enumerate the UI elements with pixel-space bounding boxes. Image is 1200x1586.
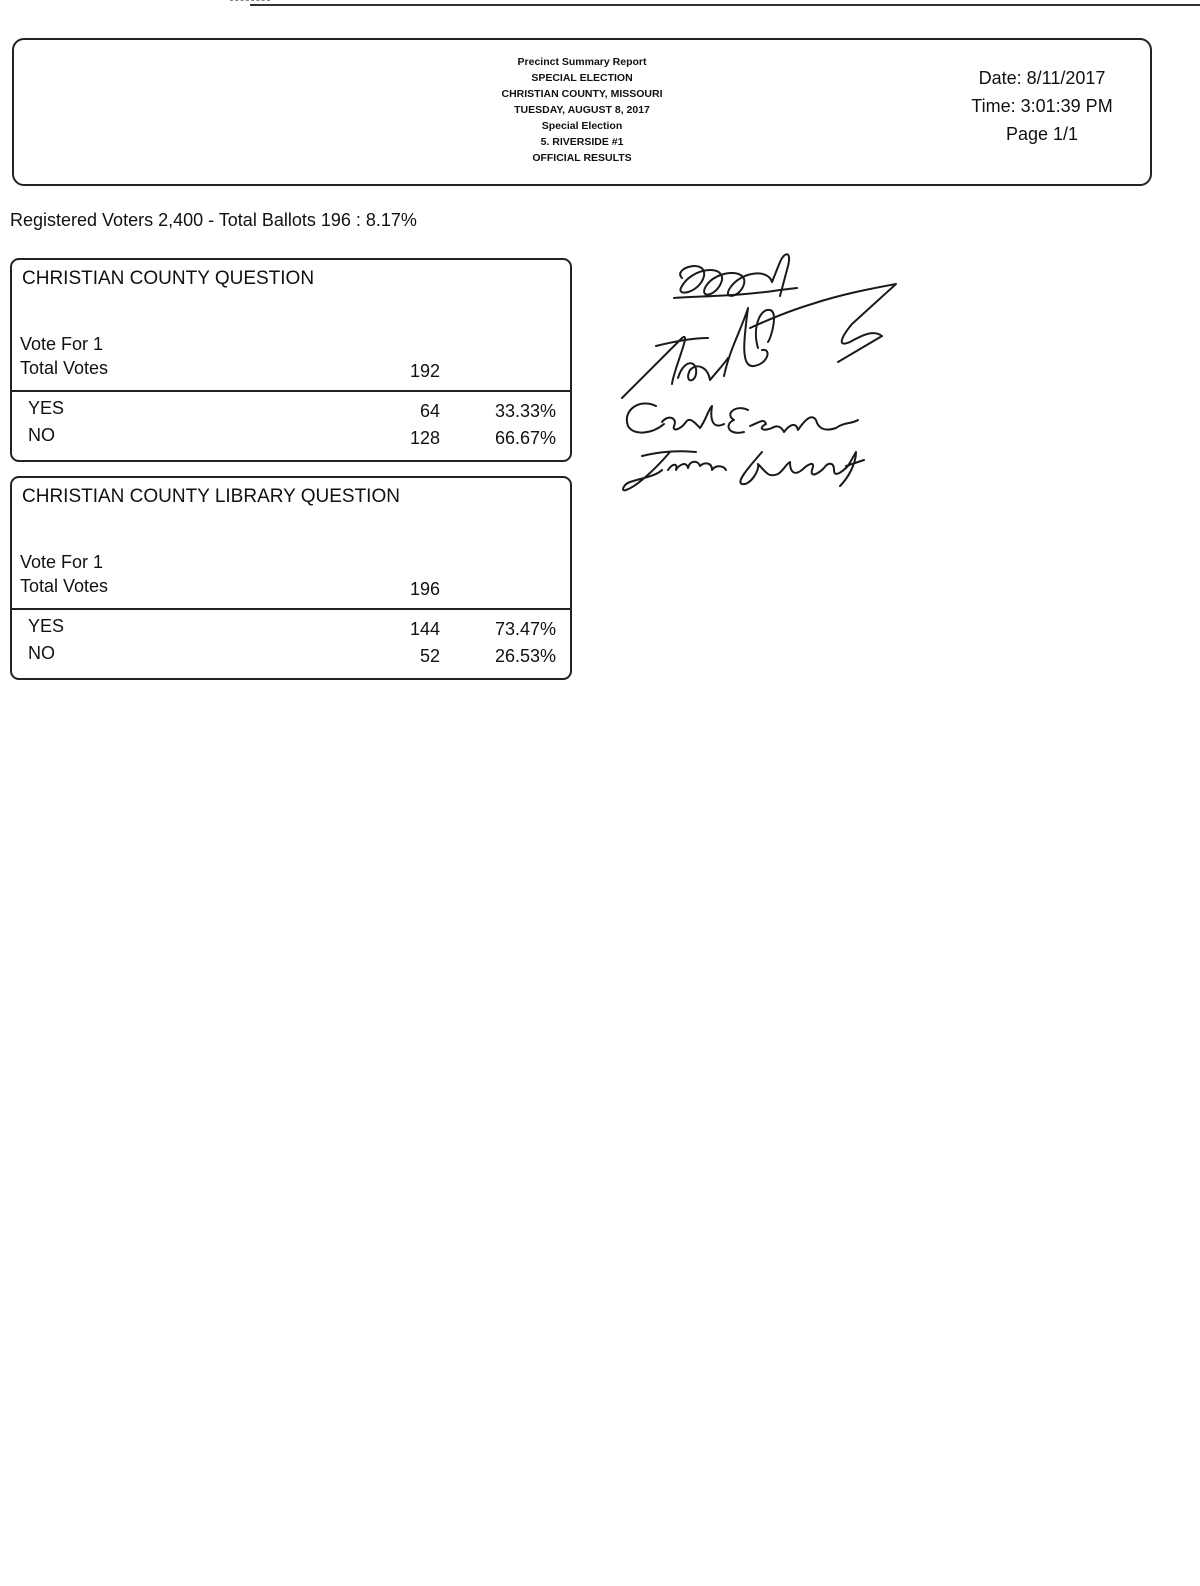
choice-name: YES: [28, 616, 65, 636]
total-votes-label: Total Votes: [20, 358, 109, 378]
report-title: Precinct Summary Report: [517, 56, 647, 68]
jurisdiction: CHRISTIAN COUNTY, MISSOURI: [501, 88, 663, 100]
contest-divider: [12, 390, 570, 392]
result-row-yes: [12, 616, 570, 642]
choice-percent: 33.33%: [494, 401, 556, 421]
signature-stroke: [668, 462, 726, 470]
report-header: [12, 38, 1152, 186]
total-votes-value: 192: [409, 361, 440, 381]
signature-stroke: [729, 408, 858, 433]
contest-county-question: [10, 258, 572, 462]
signature-stroke: [627, 403, 724, 432]
signature-stroke: [678, 358, 728, 380]
choice-percent: 66.67%: [494, 428, 556, 448]
page-number: Page 1/1: [1005, 124, 1079, 144]
scan-edge-line: [250, 4, 1200, 6]
total-votes-value: 196: [409, 579, 440, 599]
vote-for-label: Vote For 1: [20, 334, 104, 354]
report-time: Time: 3:01:39 PM: [971, 96, 1113, 116]
choice-percent: 73.47%: [494, 619, 556, 639]
total-votes-label: Total Votes: [20, 576, 109, 596]
report-date: Date: 8/11/2017: [978, 68, 1106, 88]
contest-divider: [12, 608, 570, 610]
result-row-yes: [12, 398, 570, 424]
signature-stroke: [756, 310, 774, 348]
choice-votes: 52: [419, 646, 440, 666]
contest-title: CHRISTIAN COUNTY QUESTION: [22, 268, 315, 289]
contest-title: CHRISTIAN COUNTY LIBRARY QUESTION: [22, 486, 400, 507]
turnout-summary: Registered Voters 2,400 - Total Ballots 196 : 8.17%: [10, 210, 417, 230]
result-row-no: [12, 643, 570, 669]
signature-stroke: [724, 308, 768, 376]
choice-votes: 64: [419, 401, 440, 421]
contest-library-question: [10, 476, 572, 680]
choice-name: NO: [28, 425, 55, 445]
results-status: OFFICIAL RESULTS: [532, 152, 632, 164]
choice-votes: 144: [409, 619, 440, 639]
election-date: TUESDAY, AUGUST 8, 2017: [514, 104, 650, 116]
precinct-name: 5. RIVERSIDE #1: [540, 136, 624, 148]
vote-for-label: Vote For 1: [20, 552, 104, 572]
report-meta: [942, 64, 1142, 148]
signature-stroke: [740, 452, 864, 486]
result-row-no: [12, 425, 570, 451]
signature-stroke: [680, 254, 789, 296]
signature-stroke: [750, 284, 896, 362]
choice-name: YES: [28, 398, 65, 418]
signature-stroke: [623, 451, 696, 490]
election-name: SPECIAL ELECTION: [531, 72, 633, 84]
choice-votes: 128: [409, 428, 440, 448]
choice-percent: 26.53%: [494, 646, 556, 666]
signatures-icon: [612, 238, 912, 508]
election-type: Special Election: [541, 120, 623, 132]
choice-name: NO: [28, 643, 55, 663]
